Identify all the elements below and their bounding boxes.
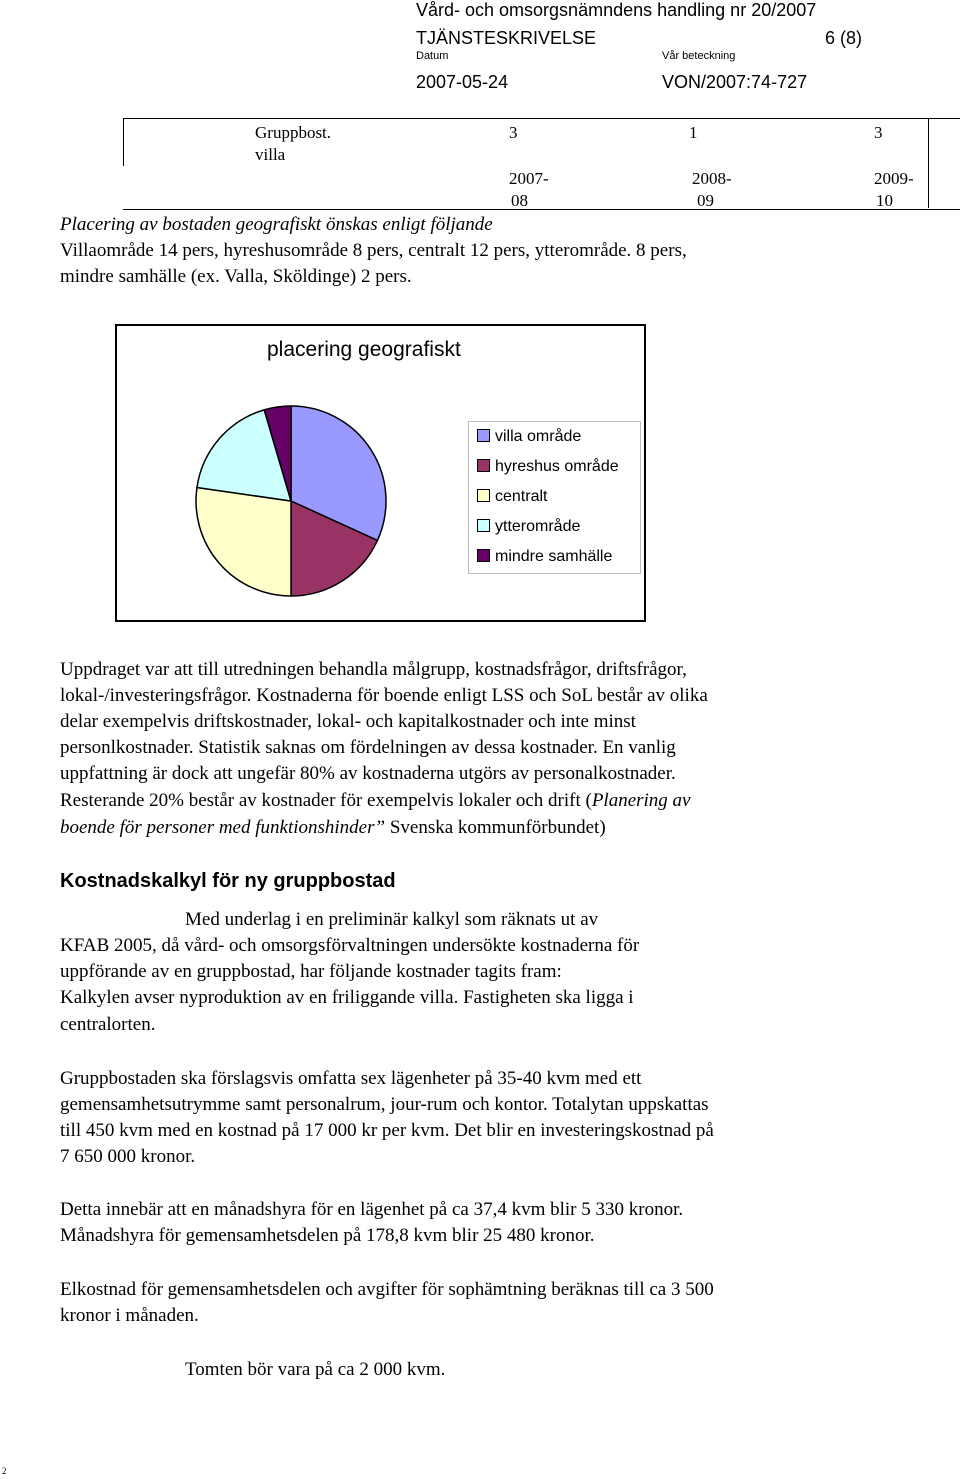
legend-swatch <box>477 549 490 562</box>
paragraph-line: centralorten. <box>60 1014 156 1035</box>
date-label: Datum <box>416 50 449 62</box>
citation-title: Planering av <box>591 790 691 811</box>
paragraph-line: Kalkylen avser nyproduktion av en friliggande villa. Fastigheten ska ligga i <box>60 987 634 1008</box>
legend-entry <box>477 518 580 536</box>
section-heading: Kostnadskalkyl för ny gruppbostad <box>60 870 396 892</box>
table-left-border <box>123 118 124 166</box>
paragraph-line: Gruppbostaden ska förslagsvis omfatta sex lägenheter på 35-40 kvm med ett <box>60 1068 642 1089</box>
legend-label: centralt <box>495 488 548 505</box>
legend-entry <box>477 488 547 506</box>
legend-swatch <box>477 489 490 502</box>
paragraph-line: uppfattning är dock att ungefär 80% av kostnaderna utgörs av personalkostnader. <box>60 763 676 784</box>
paragraph-line: personlkostnader. Statistik saknas om fördelningen av dessa kostnader. En vanlig <box>60 737 676 758</box>
paragraph-line: delar exempelvis driftskostnader, lokal- och kapitalkostnader och inte minst <box>60 711 636 732</box>
table-row-label-cont: villa <box>255 145 286 164</box>
paragraph-line: KFAB 2005, då vård- och omsorgsförvaltningen undersökte kostnaderna för <box>60 935 640 956</box>
citation-title-cont: boende för personer med funktionshinder” <box>60 817 386 838</box>
table-year-header-cont: 10 <box>876 191 893 210</box>
legend-label: villa område <box>495 428 582 445</box>
citation-source: Svenska kommunförbundet) <box>385 817 606 838</box>
paragraph-line: uppförande av en gruppbostad, har följande kostnader tagits fram: <box>60 961 562 982</box>
paragraph-text: Resterande 20% består av kostnader för exempelvis lokaler och drift ( <box>60 790 592 811</box>
document-title: Vård- och omsorgsnämndens handling nr 20/2007 <box>416 0 817 20</box>
table-year-header: 2008- <box>692 169 732 188</box>
legend-label: mindre samhälle <box>495 548 613 565</box>
legend-entry <box>477 428 581 446</box>
demand-table <box>123 118 960 210</box>
paragraph-line: 7 650 000 kronor. <box>60 1146 196 1167</box>
legend-swatch <box>477 519 490 532</box>
paragraph-line: till 450 kvm med en kostnad på 17 000 kr per kvm. Det blir en investeringskostnad på <box>60 1120 714 1141</box>
paragraph-line: kronor i månaden. <box>60 1305 199 1326</box>
paragraph-line: Månadshyra för gemensamhetsdelen på 178,8 kvm blir 25 480 kronor. <box>60 1225 595 1246</box>
paragraph-line: Detta innebär att en månadshyra för en lägenhet på ca 37,4 kvm blir 5 330 kronor. <box>60 1199 684 1220</box>
paragraph-line: Elkostnad för gemensamhetsdelen och avgifter för sophämtning beräknas till ca 3 500 <box>60 1279 714 1300</box>
table-right-border <box>928 118 929 208</box>
table-year-header: 2007- <box>509 169 549 188</box>
table-year-header-cont: 08 <box>511 191 528 210</box>
legend-swatch <box>477 459 490 472</box>
intro-line: Villaområde 14 pers, hyreshusområde 8 pers, centralt 12 pers, ytterområde. 8 pers, <box>60 240 687 261</box>
document-date: 2007-05-24 <box>416 72 509 92</box>
legend-label: hyreshus område <box>495 458 619 475</box>
footer-mark: 2 <box>2 1466 7 1476</box>
table-row-label: Gruppbost. <box>255 123 332 142</box>
paragraph-line <box>60 788 691 815</box>
paragraph-line: lokal-/investeringsfrågor. Kostnaderna för boende enligt LSS och SoL består av olika <box>60 685 708 706</box>
chart-title: placering geografiskt <box>267 338 461 361</box>
chart-legend <box>468 421 641 574</box>
legend-entry <box>477 548 612 566</box>
intro-heading: Placering av bostaden geografiskt önskas enligt följande <box>60 214 493 235</box>
page-number: 6 (8) <box>825 28 863 48</box>
paragraph-line: gemensamhetsutrymme samt personalrum, jour-rum och kontor. Totalytan uppskattas <box>60 1094 709 1115</box>
paragraph-line <box>60 815 606 842</box>
reference-label: Vår beteckning <box>662 50 736 62</box>
table-cell-value: 3 <box>874 123 883 142</box>
table-year-header-cont: 09 <box>697 191 714 210</box>
table-cell-value: 3 <box>509 123 518 142</box>
table-year-header: 2009- <box>874 169 914 188</box>
legend-entry <box>477 458 619 476</box>
table-cell-value: 1 <box>689 123 698 142</box>
paragraph-line: Tomten bör vara på ca 2 000 kvm. <box>185 1359 446 1380</box>
document-type: TJÄNSTESKRIVELSE <box>416 28 597 48</box>
document-reference: VON/2007:74-727 <box>662 72 808 92</box>
pie-slice-centralt <box>196 487 291 596</box>
legend-swatch <box>477 429 490 442</box>
legend-label: ytterområde <box>495 518 581 535</box>
intro-line: mindre samhälle (ex. Valla, Sköldinge) 2 pers. <box>60 266 412 287</box>
paragraph-line: Med underlag i en preliminär kalkyl som räknats ut av <box>185 909 599 930</box>
paragraph-line: Uppdraget var att till utredningen behandla målgrupp, kostnadsfrågor, driftsfrågor, <box>60 659 687 680</box>
